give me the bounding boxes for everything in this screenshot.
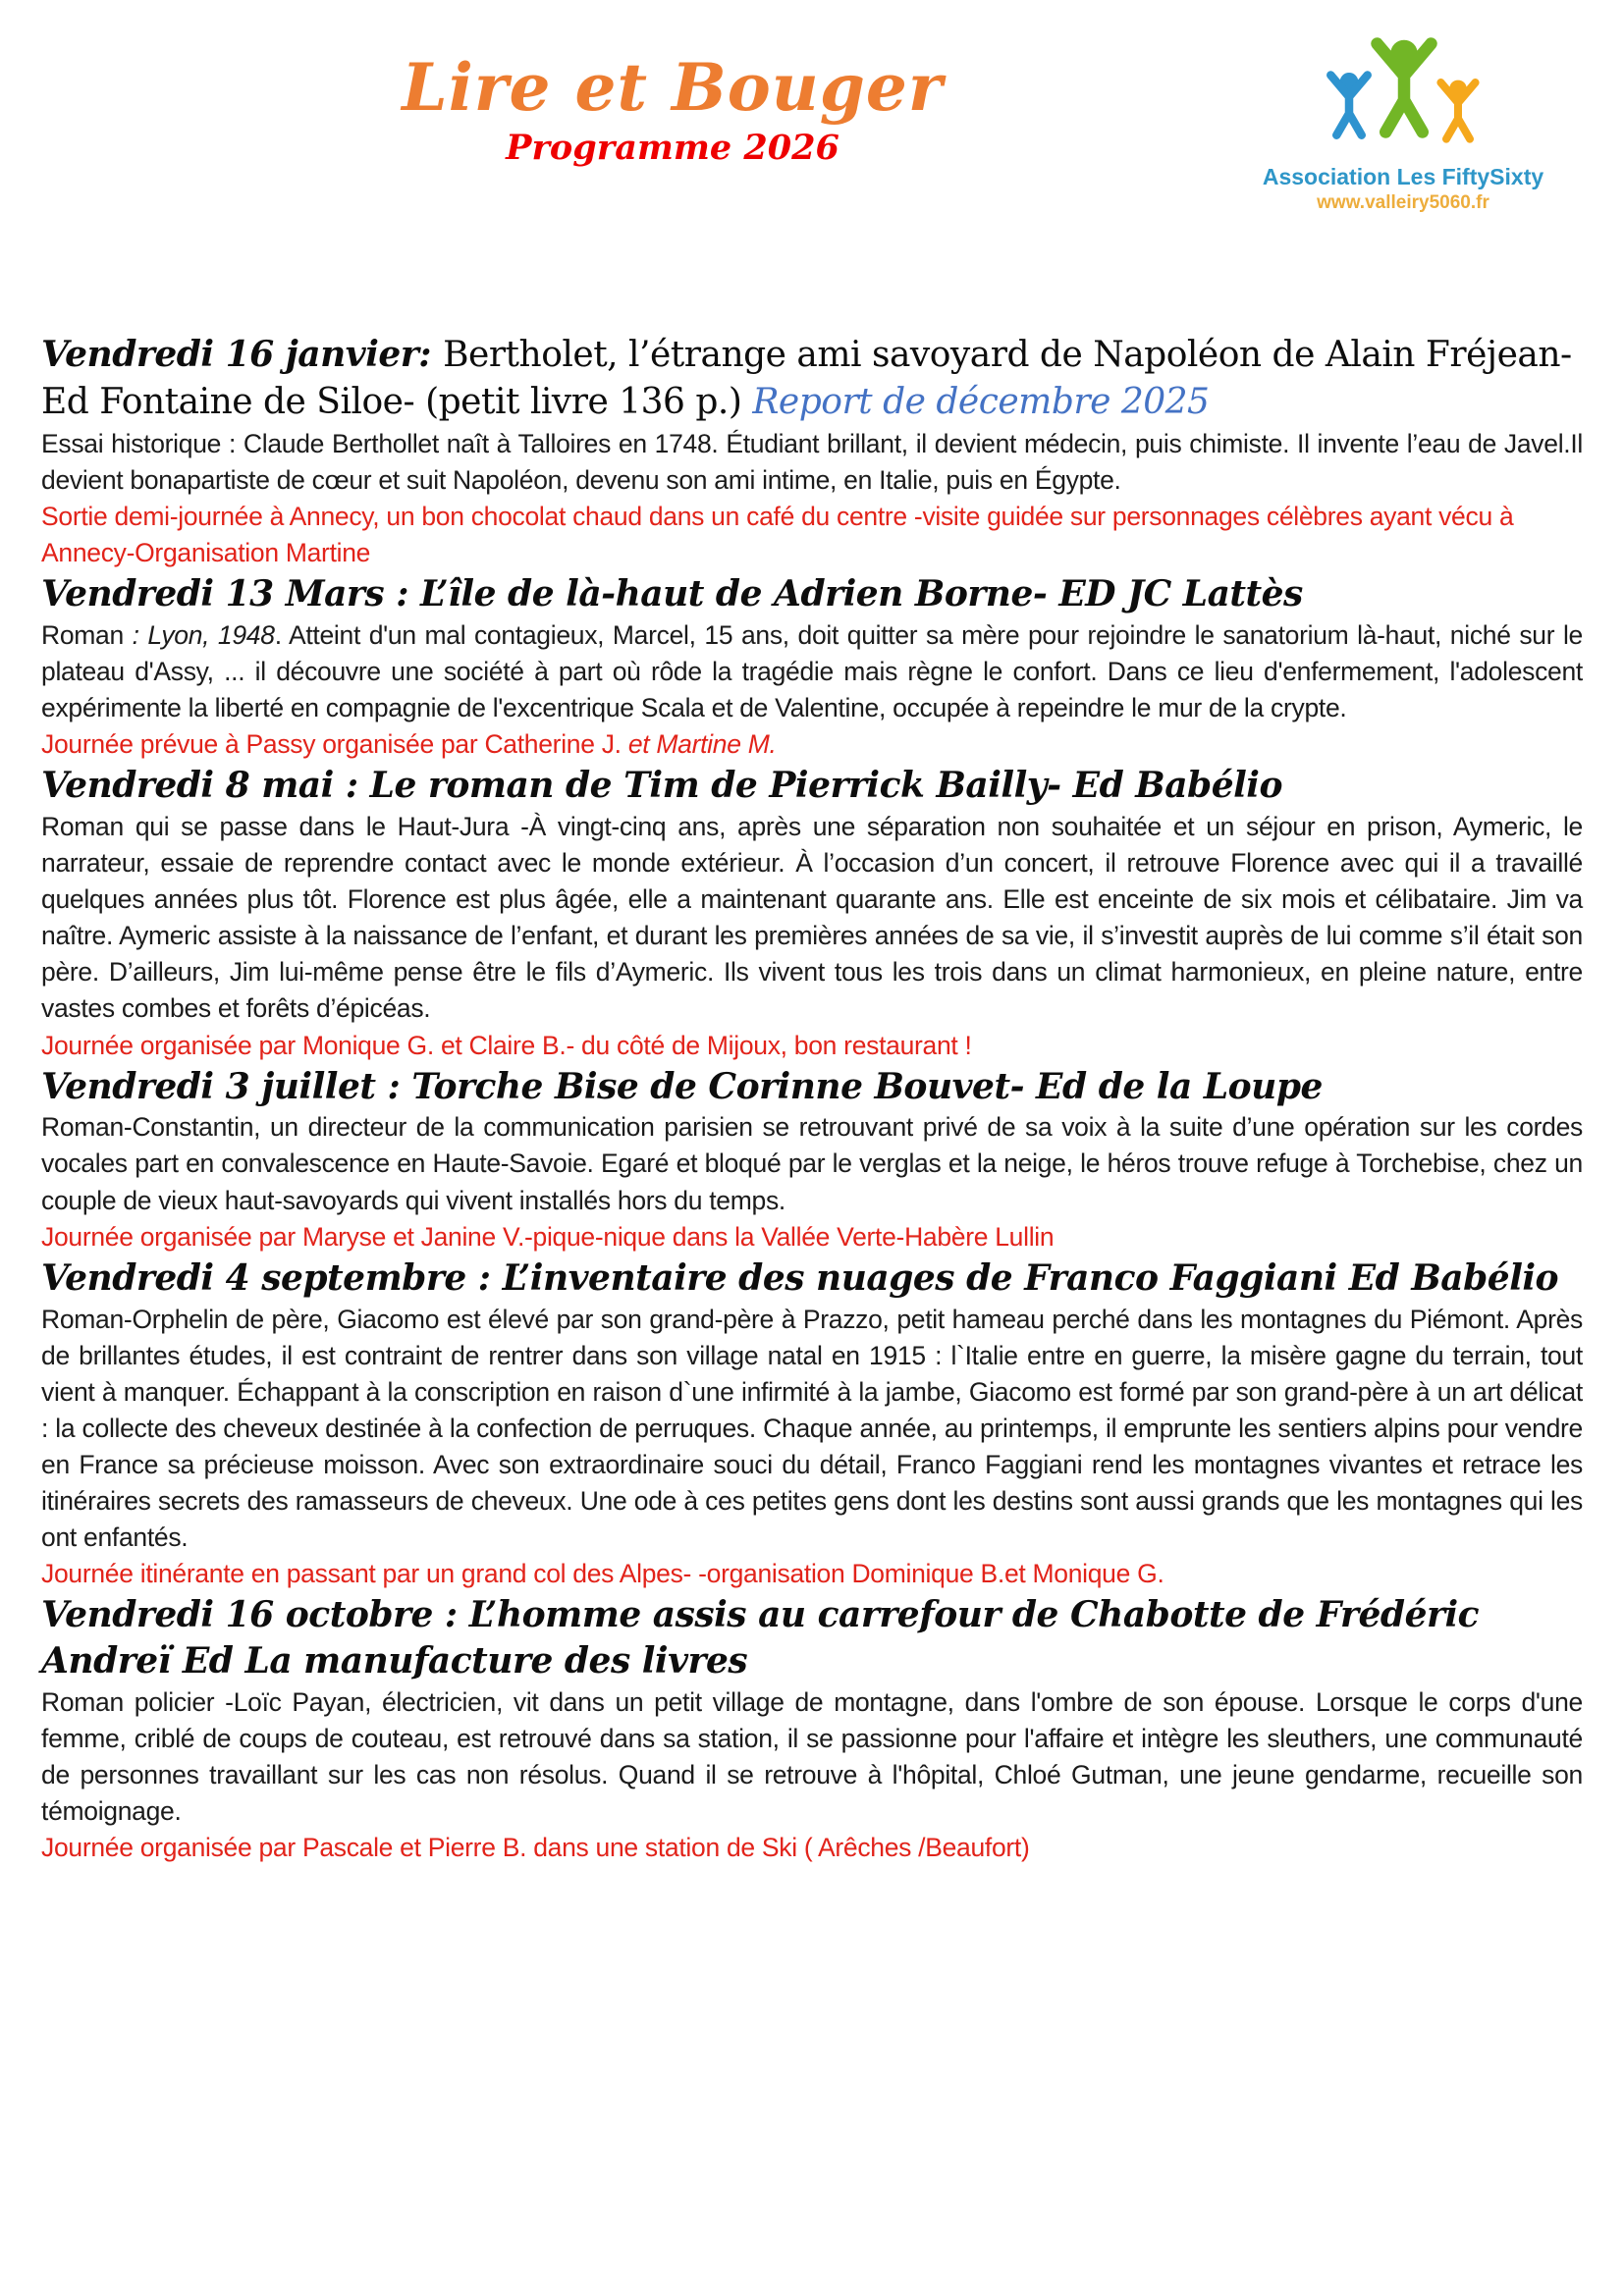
note-text-run: et Martine M. (627, 729, 777, 760)
body-text-run: Roman-Constantin, un directeur de la communication parisien se retrouvant privé de sa voix à la suite d’une opération sur les cordes vocales part en convalescence en Haute-Savoie. Egaré et bloqué par le verglas et la neige, le héros trouve refuge à Torchebise, chez un couple de vieux haut-savoyards qui vivent installés hors du temps. (41, 1112, 1583, 1215)
document-header (0, 0, 1624, 329)
event-organisation-note-2 (41, 726, 1583, 763)
event-organisation-note-3 (41, 1028, 1583, 1064)
association-name: Association Les FiftySixty (1262, 164, 1544, 189)
body-text-run: Essai historique : Claude Berthollet naît à Talloires en 1748. Étudiant brillant, il devient médecin, puis chimiste. Il invente l’eau de Javel.Il devient bonapartiste de cœur et suit Napoléon, devenu son ami intime, en Italie, puis en Égypte. (41, 428, 1583, 495)
title-block (388, 49, 957, 169)
heading-text-run: Vendredi 13 Mars : L’île de là-haut de Adrien Borne- ED JC Lattès (41, 572, 1303, 614)
event-organisation-note-5 (41, 1556, 1583, 1592)
event-heading-2 (41, 571, 1583, 617)
event-description-1 (41, 426, 1583, 499)
note-text-run: Journée organisée par Pascale et Pierre B. dans une station de Ski ( Arêches /Beaufort) (41, 1833, 1030, 1863)
heading-text-run: Bertholet, l’étrange ami savoyard de Napoléon de Alain Fréjean-Ed Fontaine de Siloe- (petit livre 136 p.) (41, 335, 1572, 422)
body-text-run: Roman policier -Loïc Payan, électricien, vit dans un petit village de montagne, dans l'ombre de son épouse. Lorsque le corps d'une femme, criblé de coups de couteau, est retrouvé dans sa station, il se passionne pour l'affaire et intègre les sleuthers, une communauté de personnes travaillant sur les cas non résolus. Quand il se retrouve à l'hôpital, Chloé Gutman, une jeune gendarme, recueille son témoignage. (41, 1686, 1583, 1827)
body-text-run: Roman-Orphelin de père, Giacomo est élevé par son grand-père à Prazzo, petit hameau perché dans les montagnes du Piémont. Après de brillantes études, il est contraint de rentrer dans son village natal en 1915 : l`Italie entre en guerre, la misère gagne du terrain, tout vient à manquer. Échappant à la conscription en raison d`une infirmité à la jambe, Giacomo est formé par son grand-père à un art délicat : la collecte des cheveux destinée à la confection de perruques. Chaque année, au printemps, il emprunte les sentiers alpins pour vendre en France sa précieuse moisson. Avec son extraordinaire souci du détail, Franco Faggiani rend les montagnes vivantes et retrace les itinéraires secrets des ramasseurs de cheveux. Une ode à ces petites gens dont les destins sont aussi grands que les montagnes qui les ont enfantés. (41, 1304, 1583, 1553)
event-description-4 (41, 1109, 1583, 1218)
body-text-run: Roman qui se passe dans le Haut-Jura -À vingt-cinq ans, après une séparation non souhaitée et un séjour en prison, Aymeric, le narrateur, essaie de reprendre contact avec le monde extérieur. À l’occasion d’un concert, il retrouve Florence avec qui il a travaillé quelques années plus tôt. Florence est plus âgée, elle a maintenant quarante ans. Elle est enceinte de six mois et célibataire. Jim va naître. Aymeric assiste à la naissance de l’enfant, et durant les premières années de sa vie, il s’investit auprès de lui comme s’il était son père. D’ailleurs, Jim lui-même pense être le fils d’Aymeric. Ils vivent tous les trois dans un climat harmonieux, en pleine nature, entre vastes combes et forêts d’épicéas. (41, 811, 1583, 1024)
event-heading-1 (41, 332, 1583, 426)
heading-text-run: Vendredi 4 septembre : L’inventaire des nuages de Franco Faggiani Ed Babélio (41, 1256, 1559, 1299)
heading-text-run: Vendredi 8 mai : Le roman de Tim de Pierrick Bailly- Ed Babélio (41, 765, 1282, 807)
note-text-run: Sortie demi-journée à Annecy, un bon chocolat chaud dans un café du centre -visite guidée sur personnages célèbres ayant vécu à Annecy-Organisation Martine (41, 501, 1514, 567)
heading-text-run: Report de décembre 2025 (752, 381, 1210, 422)
heading-text-run: Vendredi 16 janvier: (41, 334, 444, 375)
event-organisation-note-1 (41, 499, 1583, 571)
heading-text-run: Vendredi 16 octobre : L’homme assis au carrefour de Chabotte de Frédéric Andreï Ed La manufacture des livres (41, 1594, 1480, 1682)
association-logo (1251, 29, 1555, 214)
body-text-run: . Atteint d'un mal contagieux, Marcel, 15 ans, doit quitter sa mère pour rejoindre le sanatorium là-haut, niché sur le plateau d'Assy, ... il découvre une société à part où rôde la tragédie mais règne le confort. Dans ce lieu d'enfermement, l'adolescent expérimente la liberté en compagnie de l'excentrique Scala et de Valentine, occupée à repeindre le mur de la crypte. (41, 619, 1583, 722)
note-text-run: Journée prévue à Passy organisée par Catherine J. (41, 729, 628, 760)
event-description-3 (41, 809, 1583, 1028)
jumping-figures-icon (1251, 29, 1555, 162)
note-text-run: Journée organisée par Maryse et Janine V.-pique-nique dans la Vallée Verte-Habère Lullin (41, 1221, 1055, 1252)
page-title: Lire et Bouger (402, 49, 944, 126)
event-heading-4 (41, 1064, 1583, 1110)
association-website-link[interactable]: www.valleiry5060.fr (1317, 192, 1489, 213)
note-text-run: Journée itinérante en passant par un grand col des Alpes- -organisation Dominique B.et Monique G. (41, 1559, 1164, 1589)
event-heading-3 (41, 763, 1583, 809)
event-organisation-note-4 (41, 1219, 1583, 1255)
event-description-2 (41, 617, 1583, 726)
event-description-6 (41, 1684, 1583, 1830)
note-text-run: Journée organisée par Monique G. et Claire B.- du côté de Mijoux, bon restaurant ! (41, 1030, 972, 1060)
heading-text-run: Vendredi 3 juillet : Torche Bise de Corinne Bouvet- Ed de la Loupe (41, 1065, 1323, 1107)
event-organisation-note-6 (41, 1830, 1583, 1866)
event-heading-5 (41, 1255, 1583, 1302)
body-text-run: : Lyon, 1948 (132, 619, 275, 650)
page-subtitle: Programme 2026 (506, 128, 839, 169)
event-description-5 (41, 1302, 1583, 1557)
event-heading-6 (41, 1592, 1583, 1684)
body-text-run: Roman (41, 619, 133, 650)
events-list (41, 332, 1583, 1866)
